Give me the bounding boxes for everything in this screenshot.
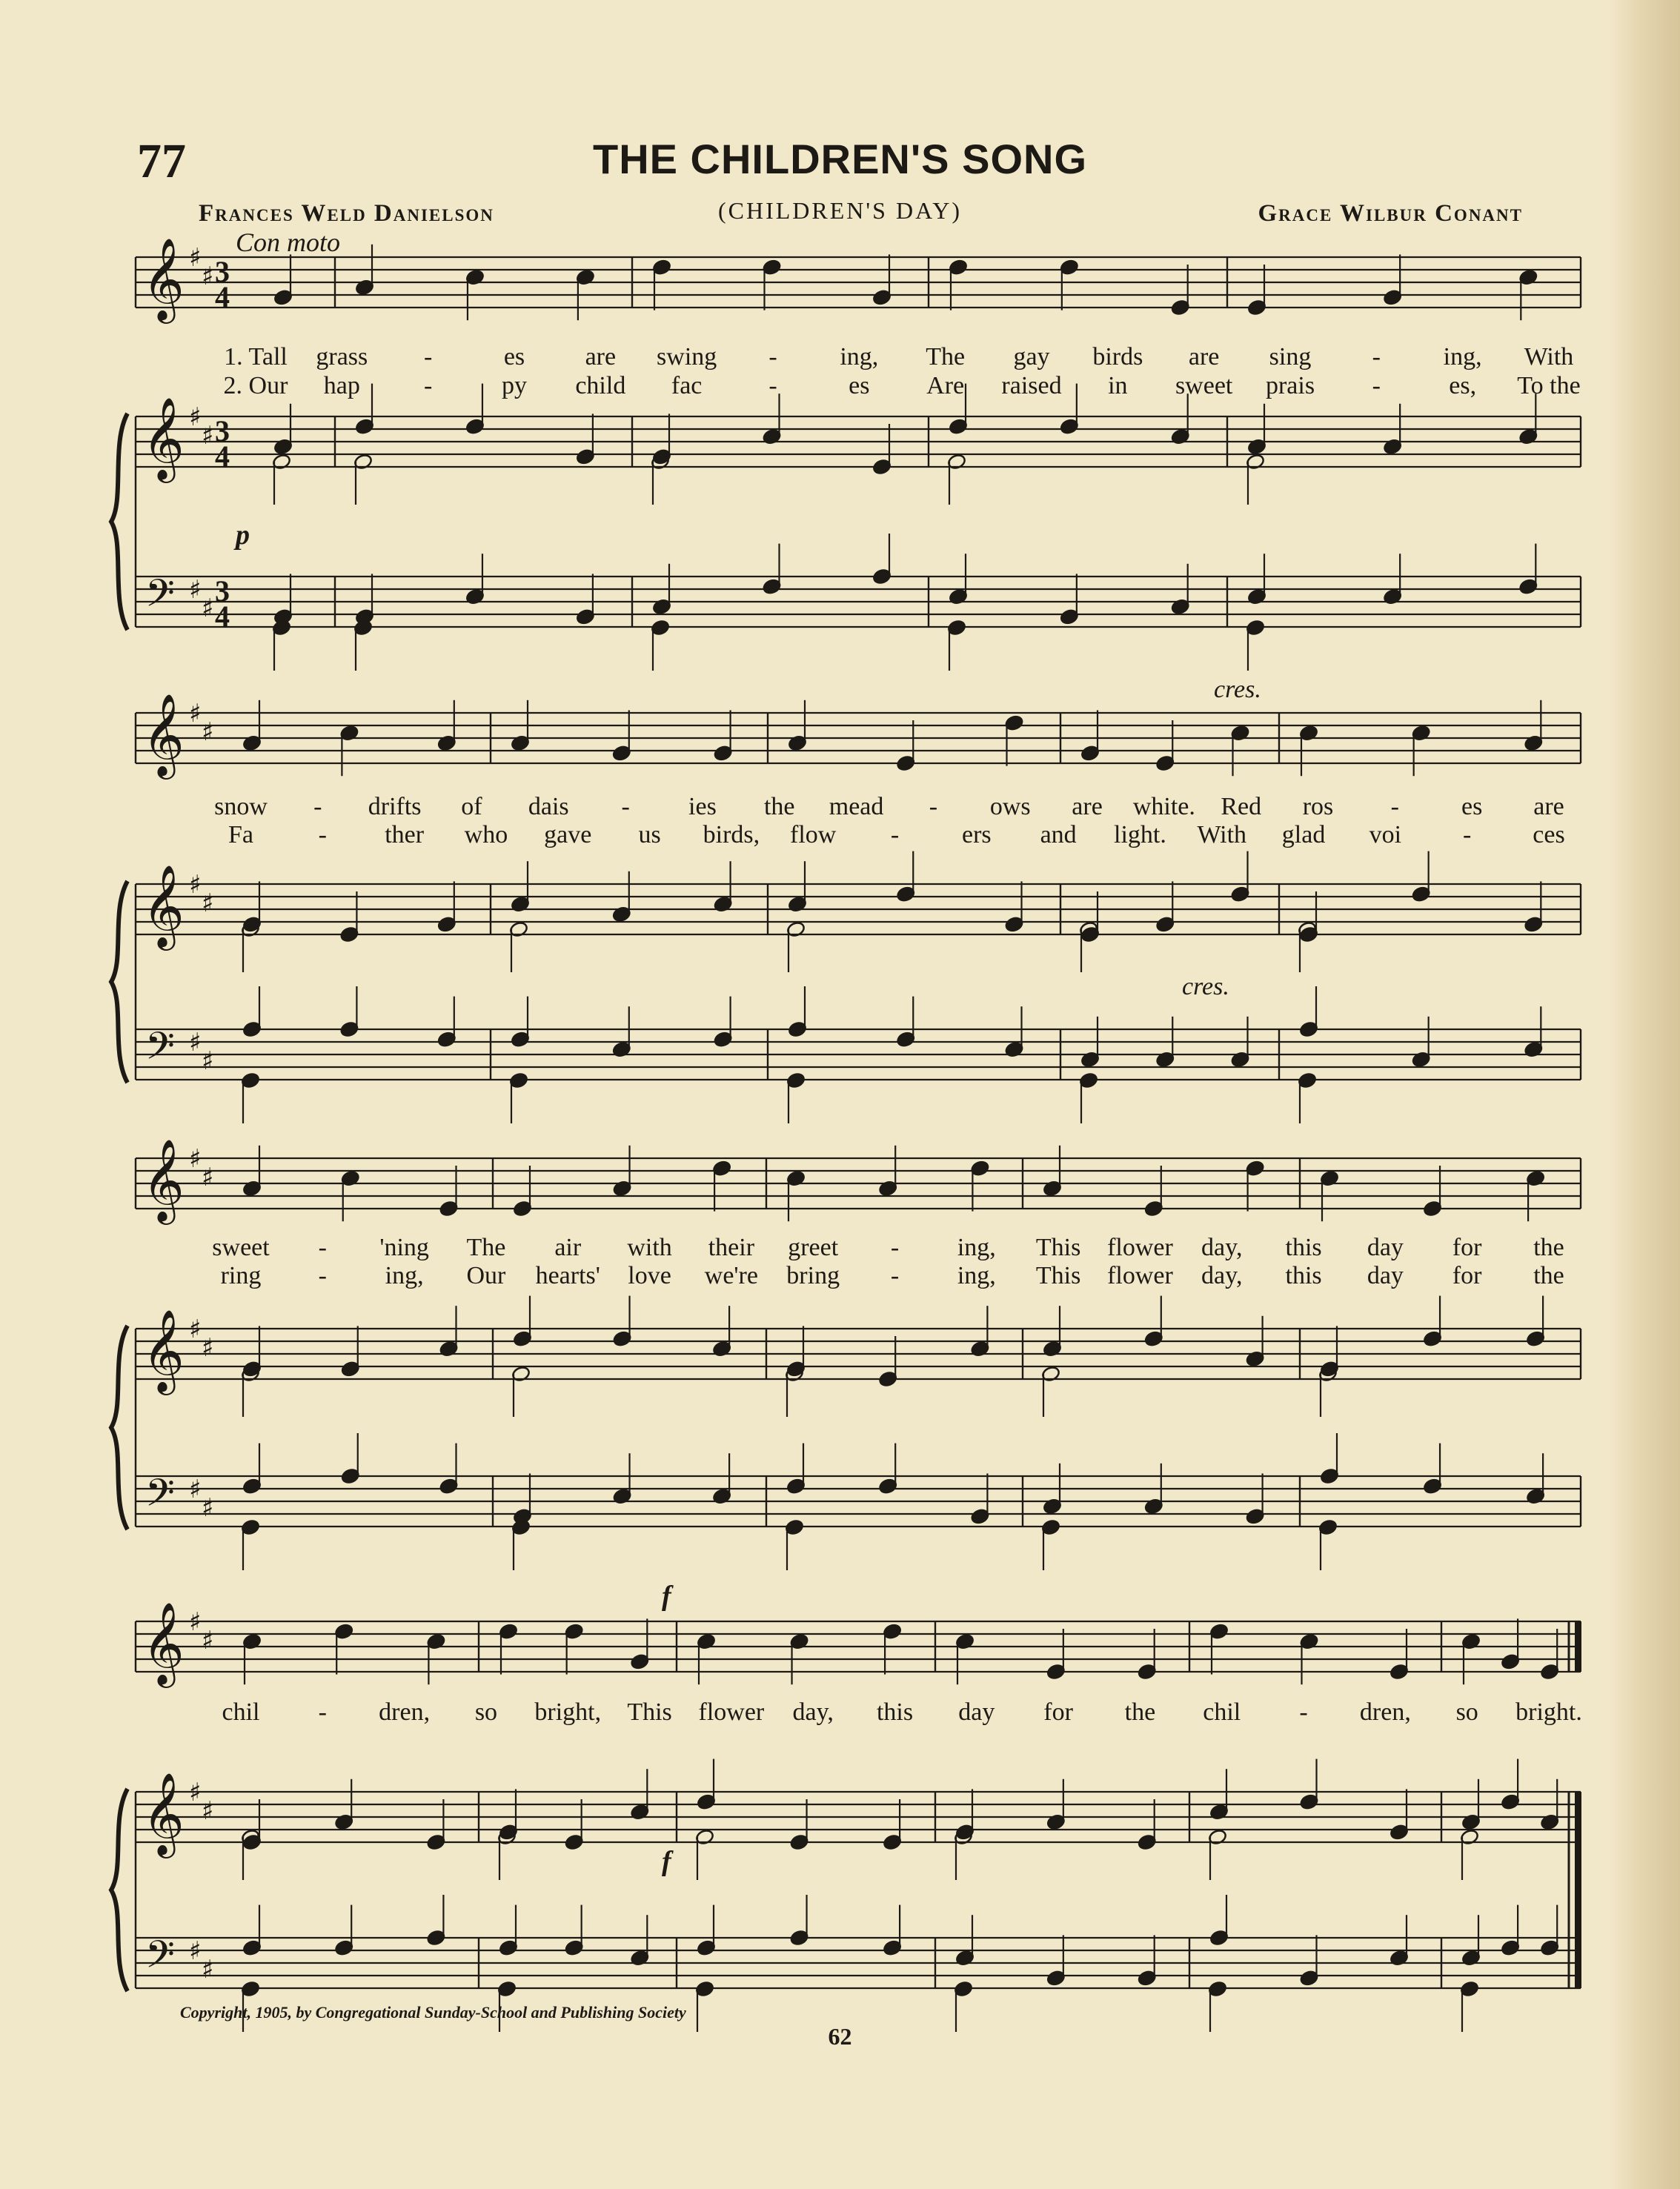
lyric-syllable: - [1299,1698,1308,1726]
time-signature-numerator: 3 [215,414,230,448]
sharp-icon: ♯ [202,594,214,623]
lyric-syllable: bright. [1515,1698,1582,1726]
lyric-line-verse1 [0,793,1680,823]
sharp-icon: ♯ [202,262,214,291]
lyric-syllable: - [890,1234,900,1261]
lyric-syllable: - [318,821,327,848]
lyric-syllable: ing, [1443,343,1482,371]
lyric-syllable: so [1455,1698,1478,1726]
lyric-syllable: This [1035,1262,1081,1289]
lyric-syllable: prais [1265,372,1315,399]
lyric-syllable: white. [1132,793,1195,820]
dynamic-piano: p [236,519,250,551]
lyric-syllable: ing, [957,1234,996,1261]
lyric-syllable: the [1124,1698,1156,1726]
lyric-syllable: ers [961,821,992,848]
lyric-syllable: the [763,793,795,820]
lyric-syllable: child [575,372,626,399]
sharp-icon: ♯ [189,1607,202,1637]
treble-clef-icon: 𝄞 [142,693,185,776]
lyric-syllable: hearts' [535,1262,600,1289]
lyric-syllable: flower [1107,1262,1173,1289]
lyric-syllable: mead [829,793,884,820]
lyric-syllable: snow [214,793,268,820]
treble-clef-icon: 𝄞 [142,237,185,320]
treble-clef-icon: 𝄞 [142,1772,185,1855]
lyric-syllable: sweet [212,1234,270,1261]
lyric-syllable: es [849,372,870,399]
treble-clef-icon: 𝄞 [142,1138,185,1221]
lyric-syllable: swing [657,343,717,371]
sharp-icon: ♯ [189,1778,202,1807]
lyric-syllable: are [585,343,617,371]
lyric-syllable: 2. Our [223,372,288,399]
sharp-icon: ♯ [189,1475,202,1504]
lyric-syllable: birds, [703,821,760,848]
lyric-syllable: voi [1369,821,1402,848]
lyricist-credit: Frances Weld Danielson [199,200,494,227]
lyric-syllable: This [1035,1234,1081,1261]
final-barline-icon [1575,1792,1581,1988]
dynamic-forte-melody: f [662,1581,671,1612]
lyric-syllable: the [1533,1234,1564,1261]
lyric-syllable: grass [316,343,368,371]
lyric-syllable: dren, [1359,1698,1411,1726]
brace-icon [111,881,127,1083]
sharp-icon: ♯ [189,243,202,273]
bass-clef-icon: 𝄢 [145,1023,175,1077]
sharp-icon: ♯ [202,1493,214,1523]
time-signature-numerator: 3 [215,255,230,288]
brace-icon [111,1789,127,1991]
lyric-syllable: gave [544,821,592,848]
hymn-number: 77 [137,134,186,188]
lyric-syllable: sing [1269,343,1312,371]
lyric-line-verse1 [0,1698,1680,1728]
lyric-syllable: This [627,1698,672,1726]
time-signature-denominator: 4 [215,439,230,473]
time-signature-denominator: 4 [215,599,230,633]
lyric-syllable: of [461,793,482,820]
lyric-syllable: ces [1533,821,1565,848]
lyric-syllable: ing, [957,1262,996,1289]
lyric-syllable: - [890,1262,900,1289]
lyric-syllable: this [1285,1262,1322,1289]
lyric-syllable: birds [1092,343,1143,371]
lyric-line-verse2 [0,1262,1680,1292]
brace-icon [111,1326,127,1529]
lyric-syllable: - [1390,793,1400,820]
lyric-syllable: in [1108,372,1128,399]
sharp-icon: ♯ [202,1626,214,1655]
dynamic-forte-accompaniment: f [662,1846,671,1877]
sharp-icon: ♯ [202,1955,214,1984]
lyric-syllable: bring [786,1262,840,1289]
lyric-syllable: who [464,821,508,848]
lyric-syllable: ther [385,821,425,848]
tempo-marking: Con moto [236,227,341,257]
lyric-syllable: 'ning [379,1234,429,1261]
lyric-syllable: 1. Tall [224,343,288,371]
time-signature-numerator: 3 [215,574,230,608]
final-barline-icon [1575,1621,1581,1672]
composer-credit: Grace Wilbur Conant [1258,200,1523,227]
lyric-syllable: ows [989,793,1031,820]
page-title: THE CHILDREN'S SONG [592,136,1088,182]
lyric-syllable: ros [1302,793,1334,820]
sharp-icon: ♯ [189,1028,202,1057]
lyric-line-verse1 [0,1234,1680,1263]
lyric-syllable: we're [704,1262,758,1289]
lyric-syllable: Our [466,1262,506,1289]
sharp-icon: ♯ [202,1333,214,1363]
lyric-syllable: - [768,372,777,399]
lyric-syllable: The [466,1234,506,1261]
lyric-syllable: the [1533,1262,1564,1289]
lyric-syllable: greet [788,1234,839,1261]
lyric-syllable: light. [1114,821,1166,848]
lyric-syllable: ing, [385,1262,424,1289]
lyric-syllable: fac [671,372,703,399]
page-number: 62 [828,2023,852,2050]
lyric-line-verse2 [0,372,1680,402]
lyric-syllable: dren, [379,1698,431,1726]
sharp-icon: ♯ [202,1163,214,1192]
lyric-syllable: for [1452,1262,1482,1289]
lyric-line-verse2 [0,821,1680,851]
lyric-syllable: - [621,793,630,820]
sharp-icon: ♯ [189,575,202,605]
lyric-syllable: this [876,1698,914,1726]
sharp-icon: ♯ [189,699,202,728]
sharp-icon: ♯ [202,1796,214,1826]
lyric-syllable: love [628,1262,671,1289]
lyric-syllable: Are [926,372,965,399]
lyric-syllable: us [638,821,661,848]
lyric-syllable: with [627,1234,672,1261]
sharp-icon: ♯ [202,717,214,747]
lyric-syllable: py [502,372,527,399]
sharp-icon: ♯ [202,421,214,451]
sharp-icon: ♯ [189,870,202,900]
bass-clef-icon: 𝄢 [145,1932,175,1986]
lyric-line-verse1 [0,343,1680,373]
lyric-syllable: dais [528,793,569,820]
lyric-syllable: Fa [228,821,253,848]
lyric-syllable: - [423,372,433,399]
lyric-syllable: - [768,343,777,371]
lyric-syllable: To the [1517,372,1581,399]
treble-clef-icon: 𝄞 [142,396,185,479]
lyric-syllable: bright, [534,1698,602,1726]
lyric-syllable: - [313,793,322,820]
sharp-icon: ♯ [189,402,202,432]
sharp-icon: ♯ [189,1315,202,1344]
lyric-syllable: are [1072,793,1103,820]
lyric-syllable: - [1372,343,1381,371]
lyric-syllable: are [1533,793,1564,820]
lyric-syllable: ing, [840,343,879,371]
lyric-syllable: - [890,821,900,848]
lyric-syllable: - [1463,821,1472,848]
lyric-syllable: so [474,1698,498,1726]
sharp-icon: ♯ [202,1046,214,1076]
lyric-syllable: es [503,343,525,371]
lyric-syllable: es, [1449,372,1477,399]
lyric-syllable: this [1285,1234,1322,1261]
lyric-syllable: ies [688,793,717,820]
lyric-syllable: With [1197,821,1247,848]
lyric-syllable: chil [222,1698,260,1726]
lyric-syllable: - [318,1234,327,1261]
lyric-syllable: - [318,1698,327,1726]
lyric-syllable: sweet [1175,372,1233,399]
lyric-syllable: day [1367,1262,1404,1289]
time-signature-denominator: 4 [215,280,230,313]
treble-clef-icon: 𝄞 [142,1309,185,1392]
lyric-syllable: day, [1201,1234,1243,1261]
lyric-syllable: are [1188,343,1220,371]
lyric-syllable: and [1040,821,1077,848]
lyric-syllable: their [708,1234,755,1261]
lyric-syllable: raised [1001,372,1062,399]
lyric-syllable: ring [220,1262,262,1289]
lyric-syllable: flow [790,821,837,848]
sharp-icon: ♯ [189,1936,202,1966]
bass-clef-icon: 𝄢 [145,571,175,625]
lyric-syllable: flower [1107,1234,1173,1261]
lyric-syllable: With [1524,343,1574,371]
lyric-syllable: day, [1201,1262,1243,1289]
lyric-syllable: day [958,1698,995,1726]
dynamic-crescendo-accompaniment: cres. [1182,973,1229,1000]
lyric-syllable: gay [1013,343,1050,371]
lyric-syllable: chil [1203,1698,1241,1726]
lyric-syllable: - [318,1262,327,1289]
lyric-syllable: - [423,343,433,371]
lyric-syllable: for [1452,1234,1482,1261]
treble-clef-icon: 𝄞 [142,864,185,947]
lyric-syllable: day [1367,1234,1404,1261]
lyric-syllable: flower [698,1698,765,1726]
lyric-syllable: - [929,793,938,820]
bass-clef-icon: 𝄢 [145,1470,175,1524]
lyric-syllable: glad [1281,821,1326,848]
dynamic-crescendo-melody: cres. [1214,676,1261,703]
lyric-syllable: Red [1221,793,1262,820]
sharp-icon: ♯ [189,1144,202,1174]
brace-icon [111,413,127,630]
lyric-syllable: air [554,1234,582,1261]
lyric-syllable: for [1043,1698,1073,1726]
lyric-syllable: - [1372,372,1381,399]
sharp-icon: ♯ [202,888,214,918]
subtitle: (CHILDREN'S DAY) [717,197,963,224]
copyright-notice: Copyright, 1905, by Congregational Sunday-School and Publishing Society [180,2003,686,2022]
lyric-syllable: The [926,343,966,371]
lyric-syllable: drifts [368,793,422,820]
lyric-syllable: day, [792,1698,834,1726]
treble-clef-icon: 𝄞 [142,1601,185,1684]
lyric-syllable: hap [323,372,360,399]
lyric-syllable: es [1461,793,1483,820]
